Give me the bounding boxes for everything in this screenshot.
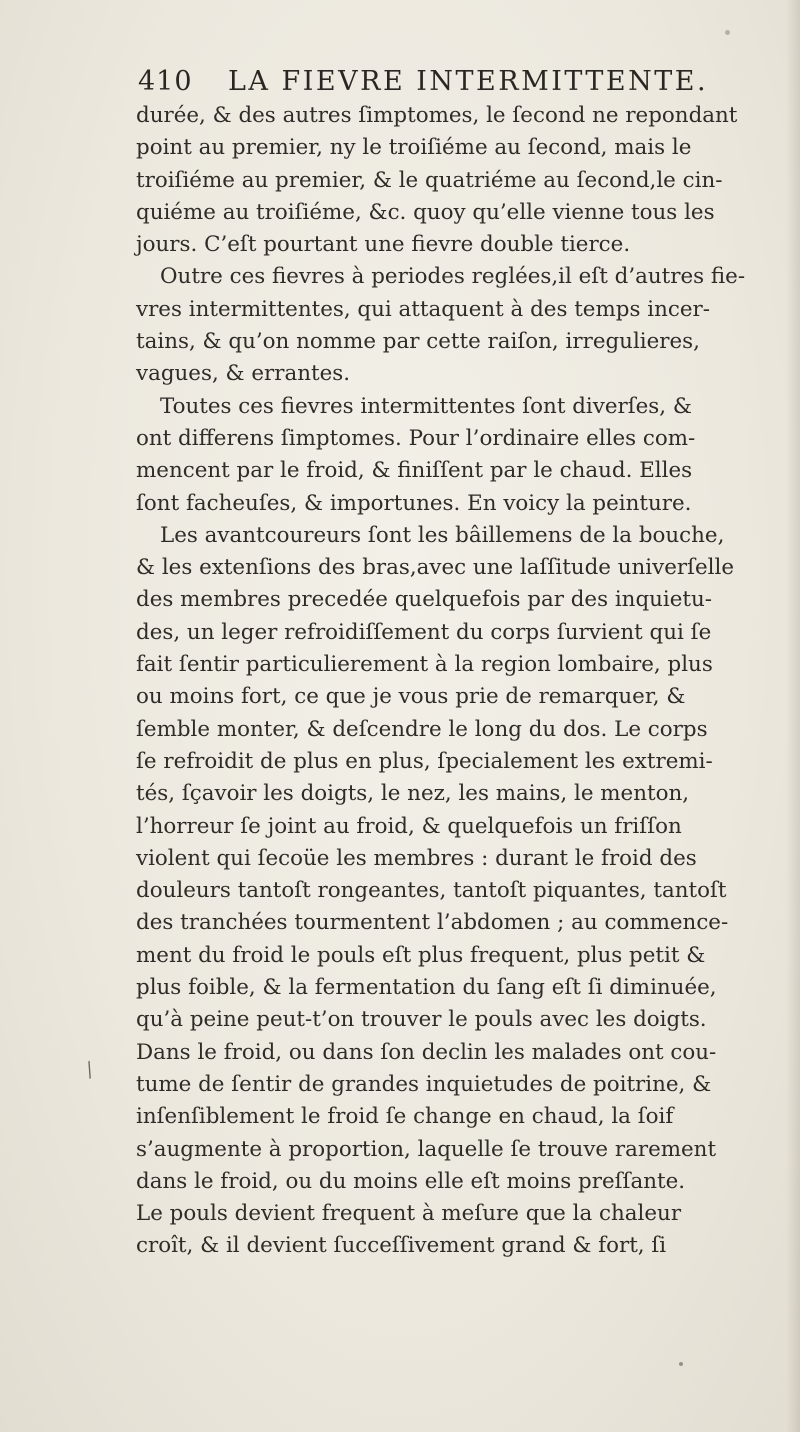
page-header: [132, 64, 772, 104]
text-line: point au premier, ny le troiſiéme au ſecond, mais le: [136, 135, 692, 161]
text-line: & les extenſions des bras,avec une laſſitude univerſelle: [136, 555, 734, 581]
text-line: ou moins fort, ce que je vous prie de remarquer, &: [136, 684, 686, 710]
text-line: ſe refroidit de plus en plus, ſpecialement les extremi-: [136, 748, 713, 774]
page-number: 410: [138, 66, 193, 97]
ink-speck: [679, 1362, 683, 1366]
text-line: ment du froid le pouls eſt plus frequent, plus petit &: [136, 942, 706, 968]
text-line: Dans le froid, ou dans ſon declin les malades ont cou-: [136, 1039, 717, 1065]
paragraph-start-line: Outre ces fievres à periodes reglées,il eſt d’autres fie-: [160, 264, 746, 290]
text-line: tains, & qu’on nomme par cette raiſon, irregulieres,: [136, 329, 700, 355]
text-line: tés, ſçavoir les doigts, le nez, les mains, le menton,: [136, 781, 690, 807]
text-line: tume de ſentir de grandes inquietudes de poitrine, &: [136, 1071, 712, 1097]
text-line: des, un leger refroidiſſement du corps ſurvient qui ſe: [136, 619, 712, 645]
text-line: douleurs tantoſt rongeantes, tantoſt piquantes, tantoſt: [136, 878, 727, 904]
text-line: jours. C’eſt pourtant une fievre double tierce.: [136, 232, 631, 258]
paragraph-start-line: Toutes ces fievres intermittentes ſont diverſes, &: [160, 393, 692, 419]
text-line: vres intermittentes, qui attaquent à des temps incer-: [136, 296, 710, 322]
text-line: qu’à peine peut-t’on trouver le pouls avec les doigts.: [136, 1007, 707, 1033]
text-line: croît, & il devient ſucceſſivement grand & fort, ſi: [136, 1233, 667, 1259]
text-line: ſont facheuſes, & importunes. En voicy la peinture.: [136, 490, 692, 516]
text-line: durée, & des autres ſimptomes, le ſecond ne repondant: [136, 103, 738, 128]
text-line: des membres precedée quelquefois par des inquietu-: [136, 587, 713, 613]
text-line: fait ſentir particulierement à la region lombaire, plus: [136, 652, 713, 678]
paragraph-start-line: Les avantcoureurs ſont les bâillemens de la bouche,: [160, 522, 725, 548]
margin-pen-mark: ⁄: [81, 1059, 98, 1081]
text-line: ſemble monter, & deſcendre le long du dos. Le corps: [136, 716, 708, 742]
text-line: vagues, & errantes.: [136, 361, 351, 387]
text-line: s’augmente à proportion, laquelle ſe trouve rarement: [136, 1136, 717, 1162]
text-line: quiéme au troiſiéme, &c. quoy qu’elle vienne tous les: [136, 199, 715, 225]
text-line: troiſiéme au premier, & le quatriéme au ſecond,le cin-: [136, 167, 723, 193]
text-line: des tranchées tourmentent l’abdomen ; au commence-: [136, 910, 729, 936]
text-line: mencent par le froid, & finiſſent par le chaud. Elles: [136, 458, 693, 484]
text-line: dans le froid, ou du moins elle eſt moins preſſante.: [136, 1168, 686, 1194]
text-line: ont differens ſimptomes. Pour l’ordinaire elles com-: [136, 425, 696, 451]
text-line: inſenſiblement le froid ſe change en chaud, la ſoif: [136, 1104, 674, 1130]
running-title: LA FIEVRE INTERMITTENTE.: [228, 66, 709, 97]
text-line: Le pouls devient frequent à meſure que la chaleur: [136, 1201, 682, 1227]
body-text: [136, 100, 792, 1263]
text-line: plus foible, & la fermentation du ſang eſt ſi diminuée,: [136, 975, 717, 1001]
text-line: violent qui ſecoüe les membres : durant le froid des: [136, 845, 697, 871]
ink-speck: [725, 30, 730, 35]
text-line: l’horreur ſe joint au froid, & quelquefois un friſſon: [136, 813, 682, 839]
